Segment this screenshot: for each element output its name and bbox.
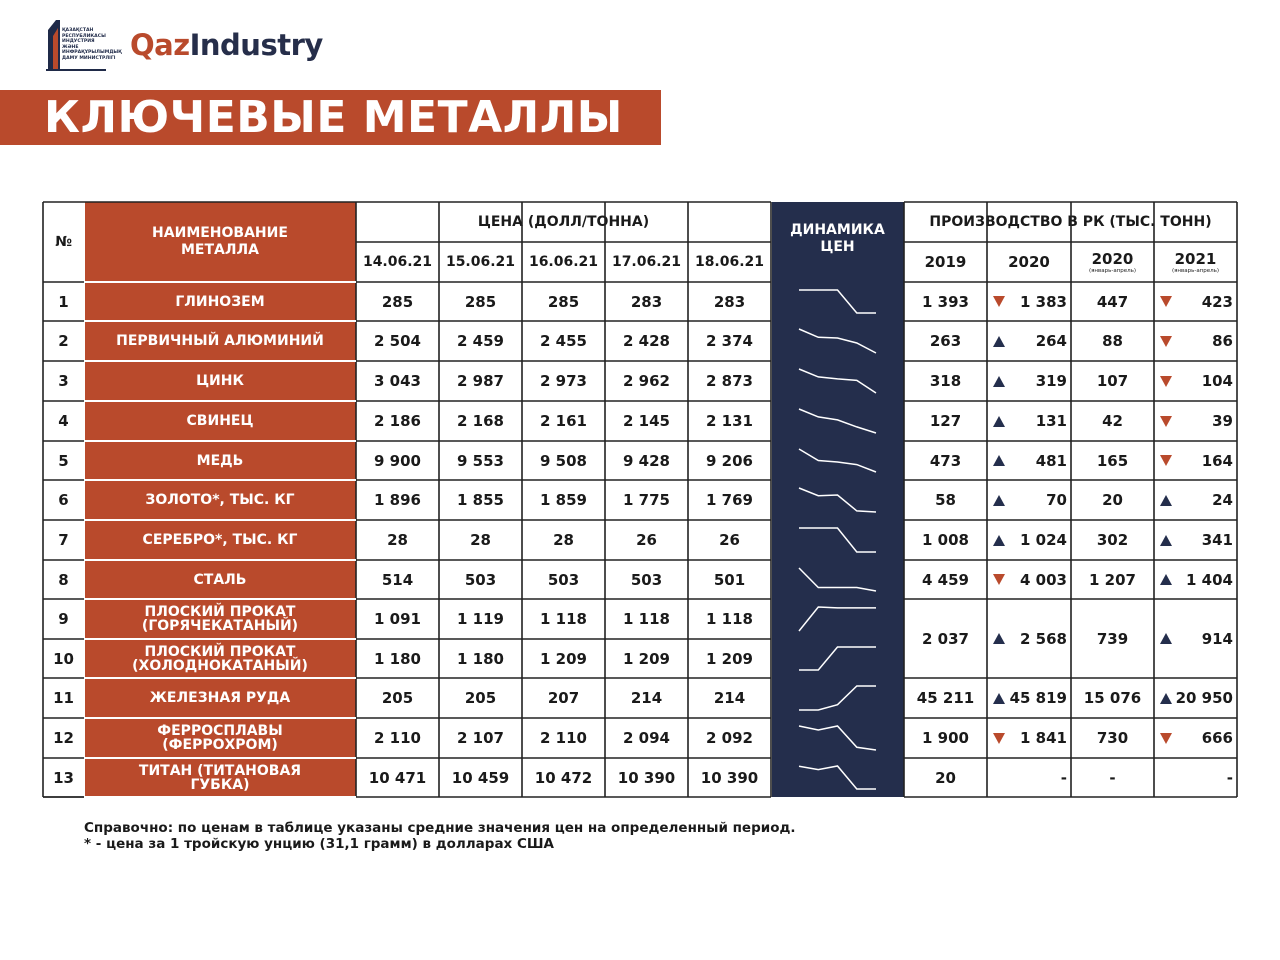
production-value: - (1060, 768, 1067, 787)
footnote (84, 820, 796, 852)
trend-up-icon (1160, 535, 1172, 546)
header-year-sub: (январь-апрель) (1171, 267, 1220, 274)
row-number: 11 (53, 689, 74, 707)
price-value: 2 186 (374, 412, 421, 430)
production-2020 (987, 361, 1071, 401)
header-dynamics: ДИНАМИКА ЦЕН (790, 222, 885, 255)
price-value: 2 107 (457, 729, 504, 747)
production-2021-jan-apr-merged (1154, 599, 1237, 678)
production-2020-jan-apr: 20 (1102, 491, 1123, 509)
price-value: 2 092 (706, 729, 753, 747)
metal-name: СТАЛЬ (84, 560, 356, 599)
header-year-label: 2019 (924, 253, 967, 271)
sparkline-line (799, 607, 876, 631)
metal-name: ПЛОСКИЙ ПРОКАТ (ХОЛОДНОКАТАНЫЙ) (84, 639, 356, 678)
production-2021-jan-apr (1154, 282, 1237, 321)
trend-down-icon (1160, 336, 1172, 347)
production-2021-jan-apr (1154, 321, 1237, 361)
production-value: 86 (1212, 332, 1233, 350)
trend-down-icon (993, 574, 1005, 585)
price-value: 1 118 (706, 610, 753, 628)
sparkline-line (799, 369, 876, 393)
price-sparkline (771, 678, 904, 718)
sparkline-line (799, 329, 876, 353)
price-value: 207 (547, 689, 580, 707)
ministry-name-line: ИНФРАҚҰРЫЛЫМДЫҚ (62, 50, 122, 56)
production-2019: 58 (935, 491, 956, 509)
trend-up-icon (993, 535, 1005, 546)
production-2019: 263 (929, 332, 962, 350)
trend-up-icon (993, 693, 1005, 704)
price-value: 9 900 (374, 451, 421, 470)
price-value: 503 (630, 570, 663, 589)
production-2020 (987, 321, 1071, 361)
price-value: 2 873 (706, 372, 753, 390)
price-sparkline (771, 758, 904, 797)
production-value: 319 (1035, 372, 1067, 390)
row-number: 2 (58, 332, 69, 350)
header-year-label: 2020 (1091, 249, 1134, 268)
production-value: 423 (1201, 292, 1233, 311)
header-year (904, 242, 987, 282)
header-num: № (55, 233, 72, 250)
price-value: 283 (630, 292, 663, 311)
header-price: ЦЕНА (ДОЛЛ/ТОННА) (477, 213, 650, 230)
production-2020-jan-apr: 42 (1102, 412, 1123, 430)
row-number: 4 (58, 412, 69, 430)
production-2020 (987, 560, 1071, 599)
trend-down-icon (993, 296, 1005, 307)
price-value: 1 209 (540, 649, 587, 668)
price-value: 501 (713, 570, 746, 589)
production-value: 164 (1201, 451, 1233, 470)
production-value: 4 003 (1020, 570, 1067, 589)
price-value: 285 (464, 292, 497, 311)
metal-name: ПЛОСКИЙ ПРОКАТ (ГОРЯЧЕКАТАНЫЙ) (84, 599, 356, 639)
row-number: 8 (58, 570, 69, 589)
price-value: 28 (470, 531, 491, 549)
production-2021-jan-apr (1154, 441, 1237, 480)
header-date: 17.06.21 (611, 254, 682, 270)
price-value: 2 973 (540, 372, 587, 390)
price-value: 2 962 (623, 372, 670, 390)
production-2020-jan-apr: 165 (1096, 451, 1129, 470)
production-value: 131 (1035, 412, 1067, 430)
production-value: 481 (1035, 451, 1067, 470)
price-value: 2 131 (706, 412, 753, 430)
production-value: 914 (1201, 629, 1233, 648)
trend-down-icon (1160, 455, 1172, 466)
metal-name: ГЛИНОЗЕМ (84, 282, 356, 321)
sparkline-line (799, 766, 876, 789)
production-2019: 473 (929, 451, 962, 470)
production-2019-merged: 2 037 (922, 629, 969, 648)
price-value: 2 459 (457, 332, 504, 350)
production-2020 (987, 520, 1071, 560)
header-production: ПРОИЗВОДСТВО В РК (ТЫС. ТОНН) (929, 213, 1212, 230)
row-number: 7 (58, 531, 69, 549)
brand-part-qaz: Qaz (130, 28, 190, 62)
trend-up-icon (1160, 633, 1172, 644)
ministry-logo (44, 16, 122, 72)
metal-name: ЖЕЛЕЗНАЯ РУДА (84, 678, 356, 718)
price-value: 3 043 (374, 372, 421, 390)
price-value: 9 206 (706, 451, 753, 470)
price-value: 1 209 (623, 649, 670, 668)
qazindustry-logo (130, 28, 323, 62)
price-value: 1 180 (374, 649, 421, 668)
metal-name: ТИТАН (ТИТАНОВАЯ ГУБКА) (84, 758, 356, 797)
sparkline-line (799, 647, 876, 670)
price-value: 214 (713, 689, 746, 707)
price-value: 10 471 (368, 768, 427, 787)
production-2020 (987, 401, 1071, 441)
production-2021-jan-apr (1154, 758, 1237, 797)
production-2021-jan-apr (1154, 480, 1237, 520)
price-value: 214 (630, 689, 663, 707)
header-date: 16.06.21 (528, 254, 599, 270)
trend-up-icon (1160, 693, 1172, 704)
metal-name: ЦИНК (84, 361, 356, 401)
production-2020-jan-apr: 1 207 (1089, 570, 1136, 589)
row-number: 1 (58, 292, 69, 311)
trend-down-icon (1160, 376, 1172, 387)
price-value: 285 (381, 292, 414, 311)
header-year (1154, 242, 1237, 282)
price-value: 2 110 (374, 729, 421, 747)
price-value: 1 855 (457, 491, 504, 509)
price-value: 503 (464, 570, 497, 589)
price-value: 2 168 (457, 412, 504, 430)
price-value: 2 428 (623, 332, 670, 350)
price-sparkline (771, 441, 904, 480)
header-date: 18.06.21 (694, 254, 765, 270)
footnote-line-2: * - цена за 1 тройскую унцию (31,1 грамм) в долларах США (84, 836, 555, 852)
trend-down-icon (993, 733, 1005, 744)
price-value: 285 (547, 292, 580, 311)
sparkline-line (799, 686, 876, 710)
production-2021-jan-apr (1154, 401, 1237, 441)
header-date: 14.06.21 (362, 254, 433, 270)
price-value: 26 (719, 531, 740, 549)
production-2019: 318 (929, 372, 962, 390)
price-value: 1 091 (374, 610, 421, 628)
sparkline-line (799, 449, 876, 472)
header-year-label: 2020 (1008, 253, 1050, 271)
trend-up-icon (993, 495, 1005, 506)
trend-up-icon (1160, 495, 1172, 506)
production-value: 1 404 (1186, 570, 1233, 589)
header-year (987, 242, 1071, 282)
page-title: КЛЮЧЕВЫЕ МЕТАЛЛЫ (44, 92, 623, 143)
price-value: 28 (553, 531, 574, 549)
price-sparkline (771, 480, 904, 520)
trend-up-icon (993, 633, 1005, 644)
price-value: 514 (381, 570, 414, 589)
production-2019: 127 (929, 412, 962, 430)
price-value: 9 508 (540, 451, 587, 470)
price-value: 28 (387, 531, 408, 549)
production-2020 (987, 441, 1071, 480)
production-2020-jan-apr: 730 (1096, 729, 1129, 747)
production-value: 1 841 (1020, 729, 1067, 747)
sparkline-line (799, 528, 876, 552)
production-value: 24 (1212, 491, 1233, 509)
price-value: 1 118 (540, 610, 587, 628)
sparkline-line (799, 726, 876, 750)
metal-name: СЕРЕБРО*, ТЫС. КГ (84, 520, 356, 560)
ministry-name-line: ДАМУ МИНИСТРЛІГІ (62, 55, 116, 61)
production-2021-jan-apr (1154, 520, 1237, 560)
price-sparkline (771, 282, 904, 321)
price-sparkline (771, 560, 904, 599)
production-value: 39 (1212, 412, 1233, 430)
price-value: 1 209 (706, 649, 753, 668)
price-value: 1 896 (374, 491, 421, 509)
production-2020-jan-apr: - (1109, 768, 1116, 787)
production-2020-merged (987, 599, 1071, 678)
trend-down-icon (1160, 296, 1172, 307)
sparkline-line (799, 290, 876, 313)
production-2020-jan-apr: 302 (1096, 531, 1129, 549)
header-year (1071, 242, 1154, 282)
production-2019: 1 008 (922, 531, 969, 549)
production-2020-jan-apr-merged: 739 (1096, 629, 1129, 648)
trend-up-icon (993, 416, 1005, 427)
production-value: 264 (1035, 332, 1067, 350)
production-value: 2 568 (1020, 629, 1067, 648)
sparkline-line (799, 488, 876, 512)
header-year-label: 2021 (1174, 249, 1217, 268)
production-2019: 45 211 (916, 689, 975, 707)
price-value: 1 118 (623, 610, 670, 628)
price-value: 10 472 (534, 768, 593, 787)
production-2020 (987, 678, 1071, 718)
metal-name: ПЕРВИЧНЫЙ АЛЮМИНИЙ (84, 321, 356, 361)
production-2020 (987, 758, 1071, 797)
ministry-name-line: ИНДУСТРИЯ (62, 39, 95, 45)
brand-part-industry: Industry (189, 28, 323, 62)
row-number: 3 (58, 372, 69, 390)
price-value: 1 180 (457, 649, 504, 668)
row-number: 9 (58, 610, 69, 628)
price-value: 1 775 (623, 491, 670, 509)
production-2020-jan-apr: 447 (1096, 292, 1129, 311)
price-value: 10 459 (451, 768, 510, 787)
metal-name: ФЕРРОСПЛАВЫ (ФЕРРОХРОМ) (84, 718, 356, 758)
production-2020-jan-apr: 88 (1102, 332, 1123, 350)
row-number: 10 (53, 649, 74, 668)
production-value: 1 024 (1020, 531, 1067, 549)
price-value: 503 (547, 570, 580, 589)
price-value: 2 145 (623, 412, 670, 430)
production-value: 45 819 (1009, 689, 1067, 707)
production-2019: 1 393 (922, 292, 969, 311)
sparkline-line (799, 409, 876, 433)
price-value: 2 374 (706, 332, 753, 350)
production-2021-jan-apr (1154, 678, 1237, 718)
trend-up-icon (993, 455, 1005, 466)
production-value: 20 950 (1175, 689, 1233, 707)
price-value: 1 769 (706, 491, 753, 509)
production-value: - (1226, 768, 1233, 787)
price-sparkline (771, 520, 904, 560)
production-2021-jan-apr (1154, 718, 1237, 758)
price-value: 1 859 (540, 491, 587, 509)
metal-name: МЕДЬ (84, 441, 356, 480)
trend-up-icon (993, 376, 1005, 387)
price-value: 9 553 (457, 451, 504, 470)
row-number: 6 (58, 491, 69, 509)
price-value: 2 161 (540, 412, 587, 430)
header-year-sub: (январь-апрель) (1088, 267, 1137, 274)
row-number: 5 (58, 451, 69, 470)
metal-name: ЗОЛОТО*, ТЫС. КГ (84, 480, 356, 520)
price-value: 2 455 (540, 332, 587, 350)
production-2019: 20 (935, 768, 956, 787)
price-value: 2 987 (457, 372, 504, 390)
row-number: 13 (53, 768, 74, 787)
production-value: 1 383 (1020, 292, 1067, 311)
ministry-name (62, 28, 122, 62)
price-value: 205 (464, 689, 497, 707)
production-2020-jan-apr: 15 076 (1083, 689, 1142, 707)
footnote-line-1: Справочно: по ценам в таблице указаны средние значения цен на определенный период. (84, 820, 796, 836)
production-2021-jan-apr (1154, 361, 1237, 401)
price-value: 10 390 (700, 768, 759, 787)
price-value: 26 (636, 531, 657, 549)
price-value: 9 428 (623, 451, 670, 470)
production-2019: 1 900 (922, 729, 969, 747)
price-value: 205 (381, 689, 414, 707)
price-sparkline (771, 361, 904, 401)
trend-down-icon (1160, 733, 1172, 744)
price-sparkline (771, 639, 904, 678)
trend-up-icon (993, 336, 1005, 347)
production-2020 (987, 480, 1071, 520)
row-number: 12 (53, 729, 74, 747)
trend-down-icon (1160, 416, 1172, 427)
production-2020-jan-apr: 107 (1096, 372, 1129, 390)
production-value: 666 (1201, 729, 1233, 747)
header-date: 15.06.21 (445, 254, 516, 270)
metal-name: СВИНЕЦ (84, 401, 356, 441)
price-sparkline (771, 321, 904, 361)
ministry-name-line: ҚАЗАҚСТАН (62, 28, 94, 33)
price-value: 2 094 (623, 729, 670, 747)
price-sparkline (771, 718, 904, 758)
ministry-name-line: РЕСПУБЛИКАСЫ (62, 33, 106, 39)
production-value: 70 (1046, 491, 1067, 509)
sparkline-line (799, 568, 876, 591)
price-value: 2 504 (374, 332, 421, 350)
price-sparkline (771, 401, 904, 441)
price-value: 1 119 (457, 610, 504, 628)
ministry-name-line: ЖӘНЕ (62, 44, 79, 50)
production-value: 104 (1201, 372, 1233, 390)
production-2020 (987, 282, 1071, 321)
price-value: 2 110 (540, 729, 587, 747)
production-2020 (987, 718, 1071, 758)
price-value: 283 (713, 292, 746, 311)
price-value: 10 390 (617, 768, 676, 787)
price-sparkline (771, 599, 904, 639)
production-value: 341 (1201, 531, 1233, 549)
production-2019: 4 459 (922, 570, 969, 589)
header-name: НАИМЕНОВАНИЕ МЕТАЛЛА (152, 225, 288, 258)
trend-up-icon (1160, 574, 1172, 585)
production-2021-jan-apr (1154, 560, 1237, 599)
